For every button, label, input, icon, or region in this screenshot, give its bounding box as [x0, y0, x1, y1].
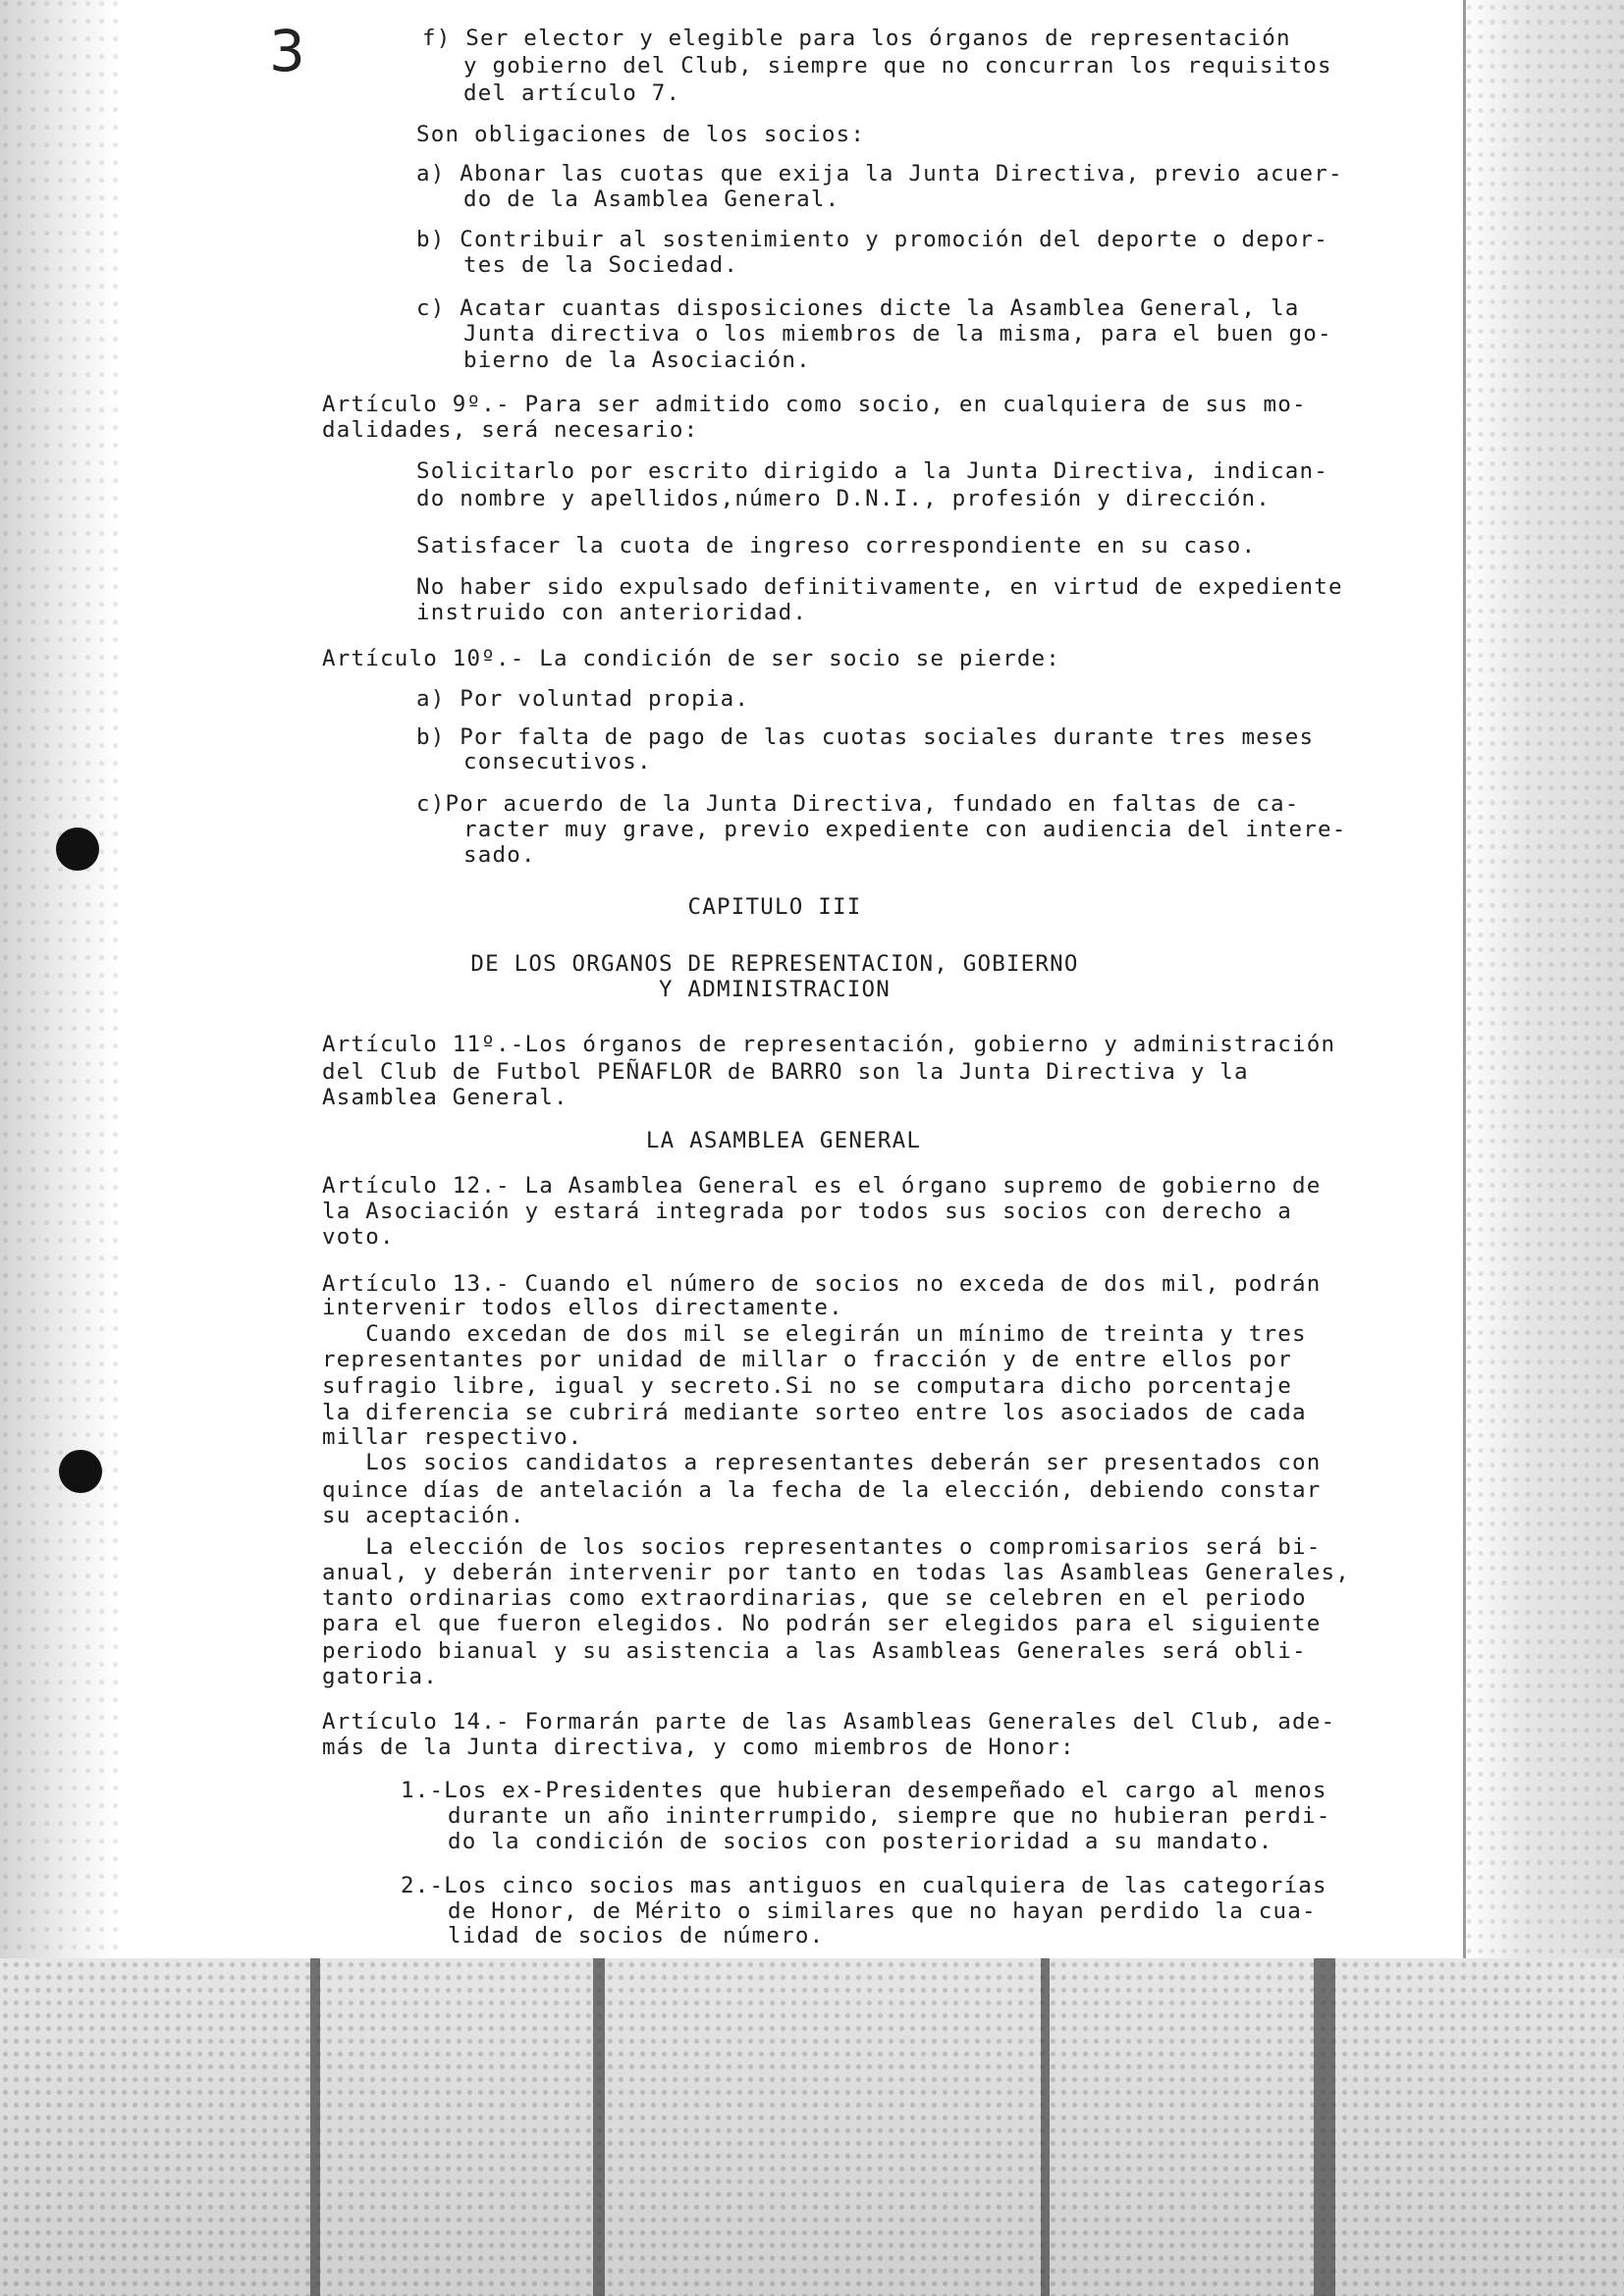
text-line: quince días de antelación a la fecha de la elección, debiendo constar: [322, 1477, 1322, 1503]
text-line: la Asociación y estará integrada por todos sus socios con derecho a: [322, 1199, 1292, 1224]
obligations-intro: Son obligaciones de los socios:: [416, 122, 866, 147]
text-line: do de la Asamblea General.: [463, 187, 840, 212]
text-line: b) Contribuir al sostenimiento y promoción del deporte o depor-: [416, 227, 1329, 252]
text-line: consecutivos.: [463, 749, 652, 774]
text-line: y gobierno del Club, siempre que no concurran los requisitos: [463, 53, 1332, 79]
text-line: para el que fueron elegidos. No podrán ser elegidos para el siguiente: [322, 1611, 1322, 1636]
article-10-a: a) Por voluntad propia.: [416, 686, 750, 712]
text-line: Solicitarlo por escrito dirigido a la Junta Directiva, indican-: [416, 458, 1329, 484]
text-line: sado.: [463, 842, 536, 868]
text-line: tes de la Sociedad.: [463, 252, 739, 278]
text-line: del artículo 7.: [463, 80, 681, 106]
text-line: b) Por falta de pago de las cuotas sociales durante tres meses: [416, 724, 1315, 750]
text-line: millar respectivo.: [322, 1424, 583, 1450]
article-9-req-2: Satisfacer la cuota de ingreso correspondiente en su caso.: [416, 533, 1257, 559]
text-line: representantes por unidad de millar o fracción y de entre ellos por: [322, 1347, 1292, 1372]
text-line: La elección de los socios representantes o compromisarios será bi-: [322, 1534, 1322, 1560]
text-line: anual, y deberán intervenir por tanto en todas las Asambleas Generales,: [322, 1560, 1350, 1585]
text-line: Asamblea General.: [322, 1085, 568, 1110]
page-number: 3: [269, 18, 305, 84]
text-line: racter muy grave, previo expediente con audiencia del intere-: [463, 817, 1347, 842]
section-title: LA ASAMBLEA GENERAL: [645, 1128, 922, 1153]
text-line: lidad de socios de número.: [448, 1923, 825, 1949]
text-line: intervenir todos ellos directamente.: [322, 1295, 843, 1320]
text-line: durante un año ininterrumpido, siempre que no hubieran perdi-: [448, 1803, 1331, 1829]
text-line: Los socios candidatos a representantes deberán ser presentados con: [322, 1450, 1322, 1475]
text-line: gatoria.: [322, 1664, 438, 1689]
text-line: Artículo 9º.- Para ser admitido como socio, en cualquiera de sus mo-: [322, 392, 1307, 417]
text-line: de Honor, de Mérito o similares que no hayan perdido la cua-: [448, 1898, 1317, 1924]
text-line: c)Por acuerdo de la Junta Directiva, fundado en faltas de ca-: [416, 791, 1300, 817]
text-line: Cuando excedan de dos mil se elegirán un mínimo de treinta y tres: [322, 1321, 1307, 1347]
chapter-title: CAPITULO III: [687, 894, 862, 920]
text-line: 2.-Los cinco socios mas antiguos en cualquiera de las categorías: [401, 1873, 1327, 1898]
text-line: do la condición de socios con posterioridad a su mandato.: [448, 1829, 1273, 1854]
text-line: Junta directiva o los miembros de la misma, para el buen go-: [463, 321, 1332, 347]
text-line: 1.-Los ex-Presidentes que hubieran desempeñado el cargo al menos: [401, 1778, 1327, 1803]
text-line: dalidades, será necesario:: [322, 417, 699, 443]
text-line: su aceptación.: [322, 1503, 525, 1528]
text-line: bierno de la Asociación.: [463, 347, 811, 373]
text-line: Y ADMINISTRACION: [659, 977, 891, 1002]
text-line: más de la Junta directiva, y como miembros de Honor:: [322, 1735, 1075, 1760]
text-line: tanto ordinarias como extraordinarias, que se celebren en el periodo: [322, 1585, 1307, 1611]
text-line: periodo bianual y su asistencia a las Asambleas Generales será obli-: [322, 1638, 1307, 1664]
text-line: del Club de Futbol PEÑAFLOR de BARRO son la Junta Directiva y la: [322, 1059, 1249, 1085]
text-line: la diferencia se cubrirá mediante sorteo entre los asociados de cada: [322, 1400, 1307, 1425]
text-line: No haber sido expulsado definitivamente, en virtud de expediente: [416, 574, 1343, 600]
article-10: Artículo 10º.- La condición de ser socio se pierde:: [322, 646, 1061, 671]
text-line: DE LOS ORGANOS DE REPRESENTACION, GOBIERNO: [470, 951, 1079, 977]
text-line: c) Acatar cuantas disposiciones dicte la Asamblea General, la: [416, 295, 1300, 321]
text-line: f) Ser elector y elegible para los órganos de representación: [422, 26, 1291, 51]
text-line: Artículo 14.- Formarán parte de las Asambleas Generales del Club, ade-: [322, 1709, 1336, 1735]
text-line: sufragio libre, igual y secreto.Si no se computara dicho porcentaje: [322, 1373, 1292, 1399]
text-line: voto.: [322, 1224, 395, 1250]
text-line: instruido con anterioridad.: [416, 600, 808, 625]
text-line: do nombre y apellidos,número D.N.I., profesión y dirección.: [416, 486, 1272, 511]
text-line: a) Abonar las cuotas que exija la Junta Directiva, previo acuer-: [416, 161, 1343, 187]
text-line: Artículo 12.- La Asamblea General es el órgano supremo de gobierno de: [322, 1173, 1322, 1199]
text-line: Artículo 13.- Cuando el número de socios no exceda de dos mil, podrán: [322, 1271, 1322, 1297]
text-line: Artículo 11º.-Los órganos de representación, gobierno y administración: [322, 1032, 1336, 1057]
